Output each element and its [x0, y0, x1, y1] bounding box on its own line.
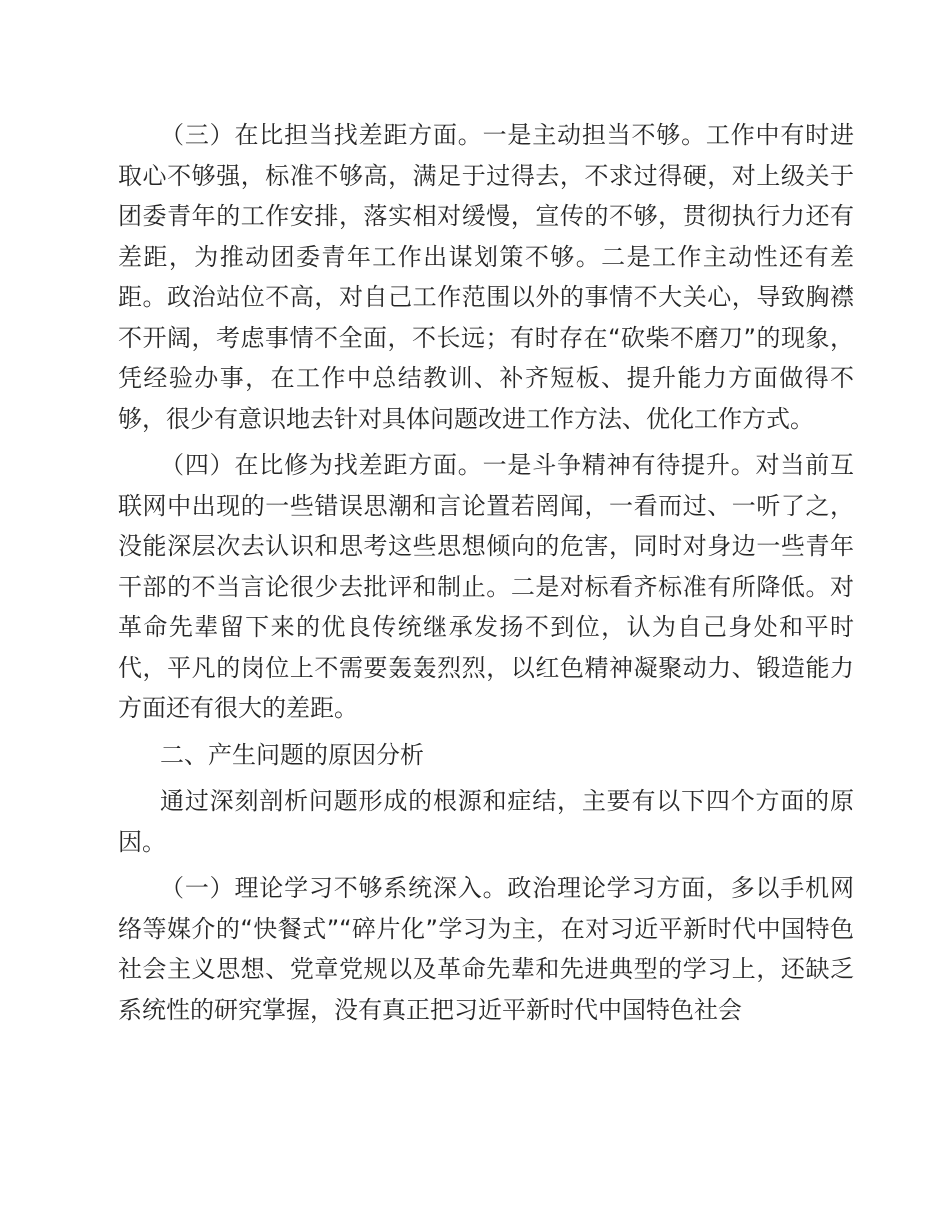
section-heading-cause-analysis: 二、产生问题的原因分析: [160, 740, 424, 769]
paragraph-cause-one: （一）理论学习不够系统深入。政治理论学习方面，多以手机网络等媒介的“快餐式”“碎片化”学习为主，在对习近平新时代中国特色社会主义思想、党章党规以及革命先辈和先进典型的学习上，还缺乏系统性的研究掌握，没有真正把习近平新时代中国特色社会: [118, 874, 854, 1024]
paragraph-section-three: （三）在比担当找差距方面。一是主动担当不够。工作中有时进取心不够强，标准不够高，满足于过得去，不求过得硬，对上级关于团委青年的工作安排，落实相对缓慢，宣传的不够，贯彻执行力还有差距，为推动团委青年工作出谋划策不够。二是工作主动性还有差距。政治站位不高，对自己工作范围以外的事情不大关心，导致胸襟不开阔，考虑事情不全面，不长远；有时存在“砍柴不磨刀”的现象，凭经验办事，在工作中总结教训、补齐短板、提升能力方面做得不够，很少有意识地去针对具体问题改进工作方法、优化工作方式。: [118, 121, 854, 433]
paragraph-section-four: （四）在比修为找差距方面。一是斗争精神有待提升。对当前互联网中出现的一些错误思潮和言论置若罔闻，一看而过、一听了之，没能深层次去认识和思考这些思想倾向的危害，同时对身边一些青年干部的不当言论很少去批评和制止。二是对标看齐标准有所降低。对革命先辈留下来的优良传统继承发扬不到位，认为自己身处和平时代，平凡的岗位上不需要轰轰烈烈，以红色精神凝聚动力、锻造能力方面还有很大的差距。: [118, 451, 854, 722]
document-page: [118, 115, 854, 1036]
paragraph-cause-intro: 通过深刻剖析问题形成的根源和症结，主要有以下四个方面的原因。: [118, 787, 854, 856]
